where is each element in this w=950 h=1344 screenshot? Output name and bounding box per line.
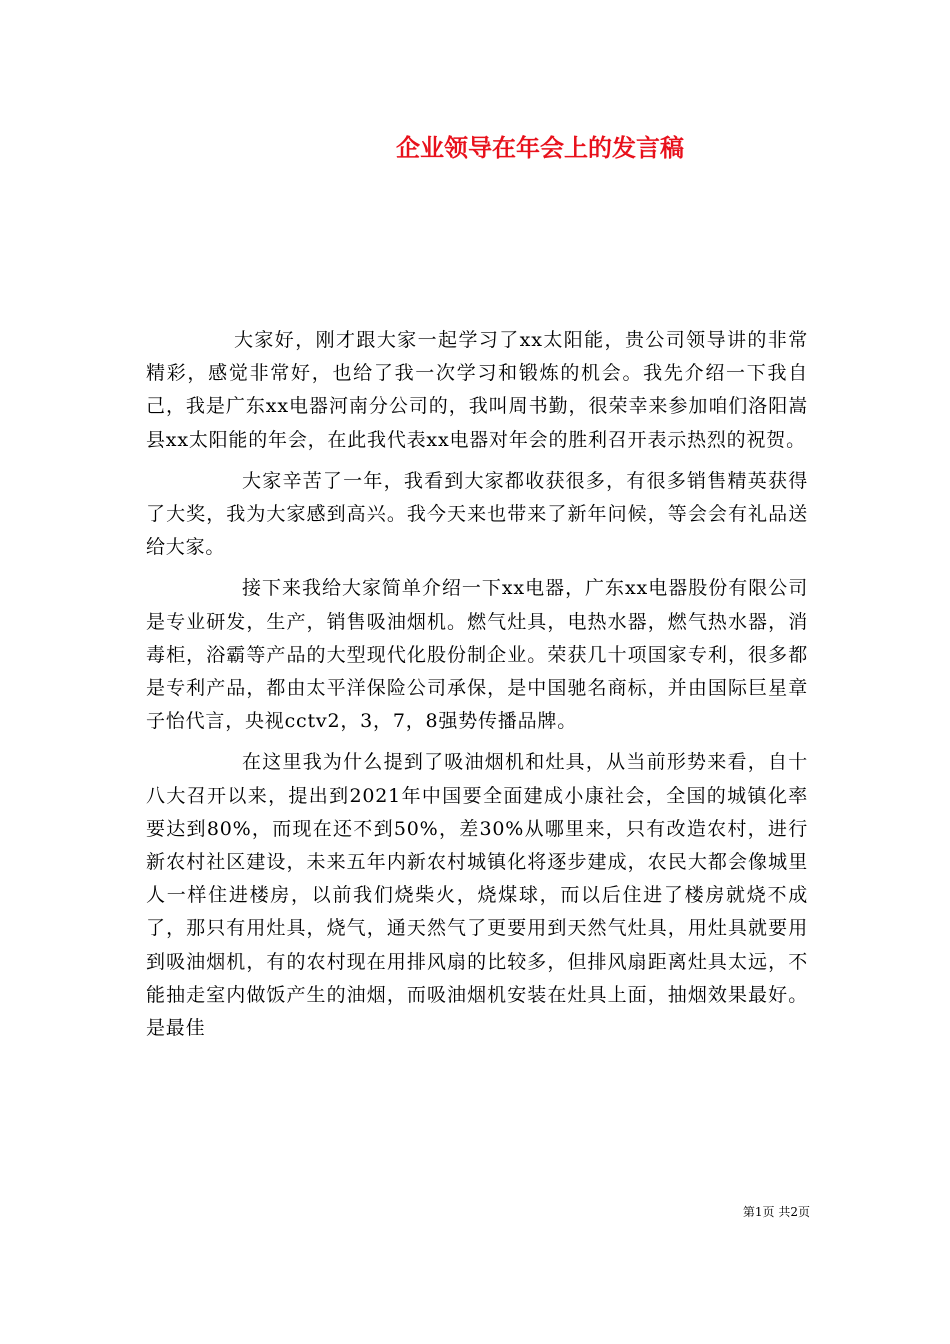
document-title: 企业领导在年会上的发言稿 — [396, 134, 684, 162]
page-number-footer: 第1页 共2页 — [742, 1205, 810, 1219]
document-body — [146, 324, 808, 1053]
paragraph-4: 在这里我为什么提到了吸油烟机和灶具，从当前形势来看，自十八大召开以来，提出到2021年中国要全面建成小康社会，全国的城镇化率要达到80%，而现在还不到50%，差30%从哪里来，只有改造农村，进行新农村社区建设，未来五年内新农村城镇化将逐步建成，农民大都会像城里人一样住进楼房，以前我们烧柴火，烧煤球，而以后住进了楼房就烧不成了，那只有用灶具，烧气，通天然气了更要用到天然气灶具，用灶具就要用到吸油烟机，有的农村现在用排风扇的比较多，但排风扇距离灶具太远，不能抽走室内做饭产生的油烟，而吸油烟机安装在灶具上面，抽烟效果最好。是最佳 — [146, 751, 808, 1040]
paragraph-2: 大家辛苦了一年，我看到大家都收获很多，有很多销售精英获得了大奖，我为大家感到高兴。我今天来也带来了新年问候，等会会有礼品送给大家。 — [146, 469, 808, 559]
paragraph-3: 接下来我给大家简单介绍一下xx电器，广东xx电器股份有限公司是专业研发，生产，销售吸油烟机。燃气灶具，电热水器，燃气热水器，消毒柜，浴霸等产品的大型现代化股份制企业。荣获几十项国家专利，很多都是专利产品，都由太平洋保险公司承保，是中国驰名商标，并由国际巨星章子怡代言，央视cctv2，3，7，8强势传播品牌。 — [146, 577, 808, 733]
paragraph-1: 大家好，刚才跟大家一起学习了xx太阳能，贵公司领导讲的非常精彩，感觉非常好，也给了我一次学习和锻炼的机会。我先介绍一下我自己，我是广东xx电器河南分公司的，我叫周书勤，很荣幸来参加咱们洛阳嵩县xx太阳能的年会，在此我代表xx电器对年会的胜利召开表示热烈的祝贺。 — [146, 329, 808, 451]
